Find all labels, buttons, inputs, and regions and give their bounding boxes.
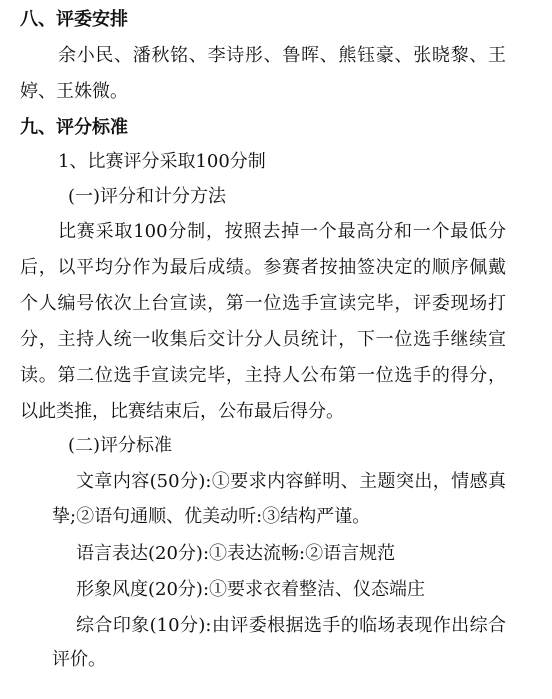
- method-paragraph-line: 个人编号依次上台宣读，第一位选手宣读完毕，评委现场打: [20, 293, 506, 314]
- subsection-1-title: (一)评分和计分方法: [68, 186, 227, 207]
- subsection-2-title: (二)评分标准: [68, 435, 173, 456]
- method-paragraph-line: 比赛采取100分制，按照去掉一个最高分和一个最低分: [58, 221, 506, 242]
- section-8-heading: 八、评委安排: [20, 9, 128, 30]
- criterion-content-line-2: 挚;②语句通顺、优美动听:③结构严谨。: [52, 506, 371, 527]
- criterion-impression-line-2: 评价。: [52, 649, 106, 670]
- criterion-content-line-1: 文章内容(50分):①要求内容鲜明、主题突出，情感真: [76, 471, 506, 492]
- method-paragraph-line: 后，以平均分作为最后成绩。参赛者按抽签决定的顺序佩戴: [20, 257, 506, 278]
- method-paragraph-line: 以此类推，比赛结束后，公布最后得分。: [20, 401, 344, 422]
- judges-list-line-1: 余小民、潘秋铭、李诗彤、鲁晖、熊钰豪、张晓黎、王: [58, 45, 506, 66]
- method-paragraph-line: 分，主持人统一收集后交计分人员统计，下一位选手继续宣: [20, 329, 506, 350]
- judges-list-line-2: 婷、王姝微。: [20, 81, 128, 102]
- section-9-heading: 九、评分标准: [20, 117, 128, 138]
- criterion-appearance: 形象风度(20分):①要求衣着整洁、仪态端庄: [76, 579, 426, 600]
- scoring-system-item: 1、比赛评分采取100分制: [58, 151, 266, 172]
- criterion-language: 语言表达(20分):①表达流畅:②语言规范: [76, 543, 396, 564]
- method-paragraph-line: 读。第二位选手宣读完毕，主持人公布第一位选手的得分，: [20, 365, 506, 386]
- criterion-impression-line-1: 综合印象(10分):由评委根据选手的临场表现作出综合: [76, 615, 506, 636]
